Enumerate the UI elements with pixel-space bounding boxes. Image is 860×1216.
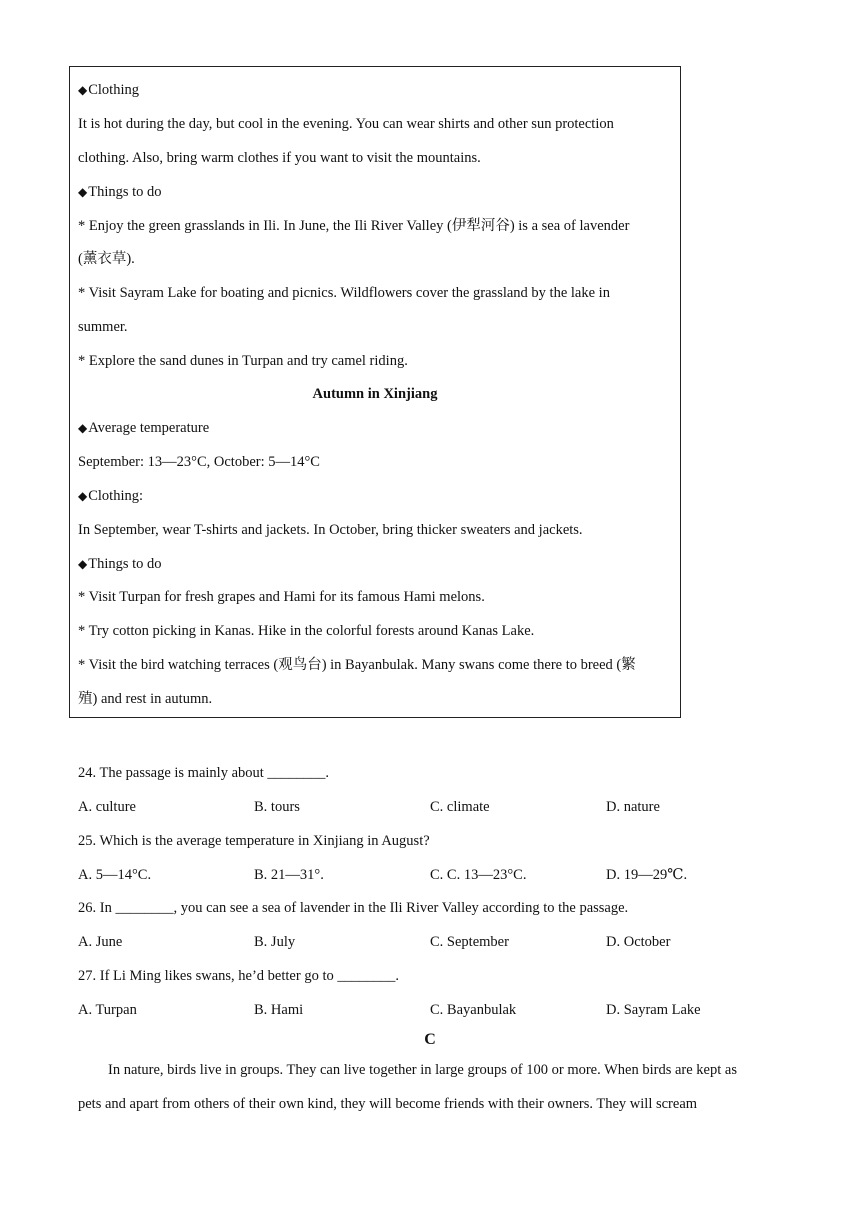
autumn-todo-heading: ◆Things to do [78, 556, 162, 572]
summer-clothing-text: It is hot during the day, but cool in the evening. You can wear shirts and other sun protection [78, 116, 614, 132]
autumn-clothing-heading: ◆Clothing: [78, 488, 144, 504]
option-a: A. 5—14°C. [78, 867, 152, 883]
autumn-todo-item: * Visit Turpan for fresh grapes and Hami for its famous Hami melons. [78, 589, 485, 605]
autumn-temp-text: September: 13—23°C, October: 5—14°C [78, 454, 320, 470]
autumn-clothing-text: In September, wear T-shirts and jackets. In October, bring thicker sweaters and jackets. [78, 522, 583, 538]
option-d: D. nature [606, 799, 660, 815]
section-label: C [424, 1031, 436, 1048]
diamond-bullet-icon: ◆ [78, 421, 88, 435]
option-d: D. Sayram Lake [606, 1002, 701, 1018]
summer-clothing-text: clothing. Also, bring warm clothes if you want to visit the mountains. [78, 150, 481, 166]
option-c: C. climate [430, 799, 490, 815]
summer-clothing-heading: ◆Clothing [78, 82, 139, 98]
summer-todo-item: (薰衣草). [78, 251, 135, 267]
option-a: A. culture [78, 799, 136, 815]
option-a: A. Turpan [78, 1002, 137, 1018]
diamond-bullet-icon: ◆ [78, 489, 88, 503]
diamond-bullet-icon: ◆ [78, 557, 88, 571]
passage-text: pets and apart from others of their own kind, they will become friends with their owners. They will scream [78, 1096, 698, 1112]
option-c: C. September [430, 934, 509, 950]
option-d: D. 19—29℃. [606, 867, 688, 883]
autumn-todo-item: 殖) and rest in autumn. [78, 691, 213, 707]
option-c: C. Bayanbulak [430, 1002, 517, 1018]
summer-todo-item: summer. [78, 319, 128, 335]
autumn-title: Autumn in Xinjiang [312, 386, 438, 402]
autumn-temp-heading: ◆Average temperature [78, 420, 210, 436]
passage-text: In nature, birds live in groups. They can live together in large groups of 100 or more. When birds are kept as [108, 1062, 737, 1078]
question-stem: 24. The passage is mainly about ________. [78, 765, 330, 781]
diamond-bullet-icon: ◆ [78, 185, 88, 199]
autumn-todo-item: * Try cotton picking in Kanas. Hike in the colorful forests around Kanas Lake. [78, 623, 535, 639]
diamond-bullet-icon: ◆ [78, 83, 88, 97]
summer-todo-item: * Visit Sayram Lake for boating and picnics. Wildflowers cover the grassland by the lake in [78, 285, 610, 301]
option-a: A. June [78, 934, 123, 950]
question-stem: 26. In ________, you can see a sea of lavender in the Ili River Valley according to the passage. [78, 900, 629, 916]
option-d: D. October [606, 934, 671, 950]
option-c: C. C. 13—23°C. [430, 867, 527, 883]
question-stem: 27. If Li Ming likes swans, he’d better go to ________. [78, 968, 399, 984]
autumn-todo-item: * Visit the bird watching terraces (观鸟台) in Bayanbulak. Many swans come there to breed (繁 [78, 657, 636, 673]
option-b: B. July [254, 934, 296, 950]
question-stem: 25. Which is the average temperature in Xinjiang in August? [78, 833, 430, 849]
option-b: B. tours [254, 799, 300, 815]
summer-todo-item: * Explore the sand dunes in Turpan and try camel riding. [78, 353, 408, 369]
summer-todo-item: * Enjoy the green grasslands in Ili. In June, the Ili River Valley (伊犁河谷) is a sea of lavender [78, 218, 630, 234]
summer-todo-heading: ◆Things to do [78, 184, 162, 200]
option-b: B. Hami [254, 1002, 304, 1018]
option-b: B. 21—31°. [254, 867, 324, 883]
